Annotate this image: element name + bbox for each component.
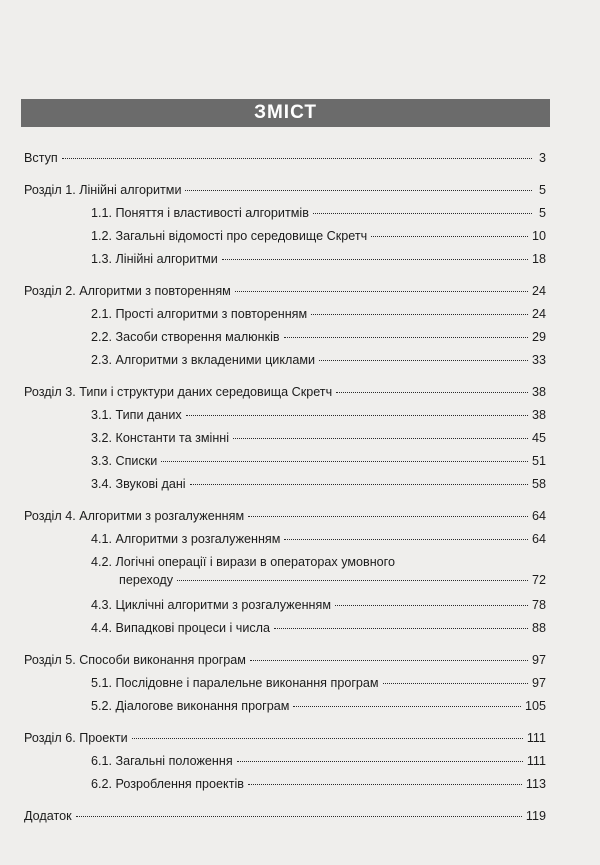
toc-section-4[interactable] xyxy=(24,504,546,527)
dot-leader xyxy=(237,761,523,762)
dot-leader xyxy=(313,213,532,214)
toc-item-4-1[interactable] xyxy=(24,527,546,550)
toc-item-3-2[interactable] xyxy=(24,426,546,449)
toc-section-page: 64 xyxy=(531,509,546,523)
toc-item-label: 4.3. Циклічні алгоритми з розгалуженням xyxy=(91,598,331,612)
toc-section-page: 38 xyxy=(531,385,546,399)
toc-item-3-4[interactable] xyxy=(24,472,546,495)
toc-section-page: 97 xyxy=(531,653,546,667)
toc-section-label: Розділ 5. Способи виконання програм xyxy=(24,653,246,667)
toc-item-4-4[interactable] xyxy=(24,616,546,639)
toc-item-page: 113 xyxy=(525,777,546,791)
toc-item-4-2[interactable] xyxy=(24,550,546,593)
toc-item-2-2[interactable] xyxy=(24,325,546,348)
toc-section-page: 5 xyxy=(538,183,546,197)
toc-item-page: 111 xyxy=(526,754,546,768)
toc-item-label: 2.1. Прості алгоритми з повторенням xyxy=(91,307,308,321)
toc-item-page: 38 xyxy=(531,408,546,422)
dot-leader xyxy=(248,516,528,517)
toc-item-label: 2.2. Засоби створення малюнків xyxy=(91,330,280,344)
toc-item-label-line1: 4.2. Логічні операції і вирази в операторах умовного xyxy=(91,555,395,569)
page-title: ЗМІСТ xyxy=(254,102,317,123)
toc-section-2[interactable] xyxy=(24,279,546,302)
toc-section-page: 111 xyxy=(526,731,546,745)
toc-item-page: 97 xyxy=(531,676,546,690)
toc-item-label: 4.4. Випадкові процеси і числа xyxy=(91,621,271,635)
dot-leader xyxy=(383,683,528,684)
toc-item-5-1[interactable] xyxy=(24,671,546,694)
toc-item-page: 64 xyxy=(531,532,546,546)
toc-section-label: Розділ 4. Алгоритми з розгалуженням xyxy=(24,509,245,523)
toc-item-label: 6.1. Загальні положення xyxy=(91,754,233,768)
toc-section-label: Розділ 6. Проекти xyxy=(24,731,128,745)
toc-item-page: 29 xyxy=(531,330,546,344)
dot-leader xyxy=(335,605,528,606)
dot-leader xyxy=(186,415,528,416)
toc-item-label: 2.3. Алгоритми з вкладеними циклами xyxy=(91,353,316,367)
toc-entry-page: 3 xyxy=(538,151,546,165)
table-of-contents xyxy=(24,146,546,827)
toc-item-page: 78 xyxy=(531,598,546,612)
toc-section-page: 24 xyxy=(531,284,546,298)
toc-item-page: 72 xyxy=(531,573,546,587)
toc-item-label: 3.2. Константи та змінні xyxy=(91,431,230,445)
toc-item-label: 5.1. Послідовне і паралельне виконання програм xyxy=(91,676,379,690)
toc-item-label: 1.2. Загальні відомості про середовище Скретч xyxy=(91,229,368,243)
toc-entry-intro[interactable] xyxy=(24,146,546,169)
page-title-bar xyxy=(21,99,550,127)
dot-leader xyxy=(76,816,522,817)
toc-item-label: 3.1. Типи даних xyxy=(91,408,182,422)
dot-leader xyxy=(190,484,528,485)
dot-leader xyxy=(319,360,528,361)
toc-item-3-1[interactable] xyxy=(24,403,546,426)
dot-leader xyxy=(248,784,522,785)
toc-item-label: 1.1. Поняття і властивості алгоритмів xyxy=(91,206,309,220)
toc-item-5-2[interactable] xyxy=(24,694,546,717)
dot-leader xyxy=(336,392,528,393)
toc-item-page: 10 xyxy=(531,229,546,243)
toc-item-page: 18 xyxy=(531,252,546,266)
dot-leader xyxy=(235,291,528,292)
toc-item-label: 6.2. Розроблення проектів xyxy=(91,777,244,791)
dot-leader xyxy=(177,580,528,581)
dot-leader xyxy=(371,236,528,237)
dot-leader xyxy=(222,259,528,260)
toc-section-1[interactable] xyxy=(24,178,546,201)
toc-item-2-3[interactable] xyxy=(24,348,546,371)
toc-section-label: Розділ 2. Алгоритми з повторенням xyxy=(24,284,231,298)
toc-item-label-line2: переходу xyxy=(119,573,174,587)
dot-leader xyxy=(284,539,528,540)
toc-item-page: 33 xyxy=(531,353,546,367)
toc-entry-label: Додаток xyxy=(24,809,72,823)
toc-entry-appendix[interactable] xyxy=(24,804,546,827)
toc-item-label: 3.3. Списки xyxy=(91,454,158,468)
toc-entry-label: Вступ xyxy=(24,151,58,165)
toc-item-page: 88 xyxy=(531,621,546,635)
toc-item-4-3[interactable] xyxy=(24,593,546,616)
toc-item-page: 105 xyxy=(524,699,546,713)
toc-section-label: Розділ 1. Лінійні алгоритми xyxy=(24,183,182,197)
dot-leader xyxy=(311,314,528,315)
toc-item-label: 4.1. Алгоритми з розгалуженням xyxy=(91,532,281,546)
dot-leader xyxy=(161,461,528,462)
dot-leader xyxy=(274,628,528,629)
toc-item-2-1[interactable] xyxy=(24,302,546,325)
toc-item-page: 58 xyxy=(531,477,546,491)
toc-item-line2 xyxy=(91,572,546,593)
dot-leader xyxy=(250,660,528,661)
toc-item-label: 5.2. Діалогове виконання програм xyxy=(91,699,290,713)
toc-item-1-2[interactable] xyxy=(24,224,546,247)
toc-section-5[interactable] xyxy=(24,648,546,671)
toc-section-6[interactable] xyxy=(24,726,546,749)
dot-leader xyxy=(233,438,528,439)
dot-leader xyxy=(62,158,532,159)
dot-leader xyxy=(293,706,521,707)
toc-item-6-2[interactable] xyxy=(24,772,546,795)
toc-item-1-1[interactable] xyxy=(24,201,546,224)
dot-leader xyxy=(185,190,532,191)
toc-item-6-1[interactable] xyxy=(24,749,546,772)
dot-leader xyxy=(132,738,523,739)
toc-item-page: 45 xyxy=(531,431,546,445)
toc-item-label: 3.4. Звукові дані xyxy=(91,477,186,491)
dot-leader xyxy=(284,337,528,338)
toc-section-label: Розділ 3. Типи і структури даних середовища Скретч xyxy=(24,385,333,399)
toc-section-3[interactable] xyxy=(24,380,546,403)
toc-item-page: 5 xyxy=(538,206,546,220)
toc-entry-page: 119 xyxy=(525,809,546,823)
toc-item-label: 1.3. Лінійні алгоритми xyxy=(91,252,218,266)
toc-item-1-3[interactable] xyxy=(24,247,546,270)
toc-item-page: 24 xyxy=(531,307,546,321)
toc-item-3-3[interactable] xyxy=(24,449,546,472)
toc-item-page: 51 xyxy=(531,454,546,468)
